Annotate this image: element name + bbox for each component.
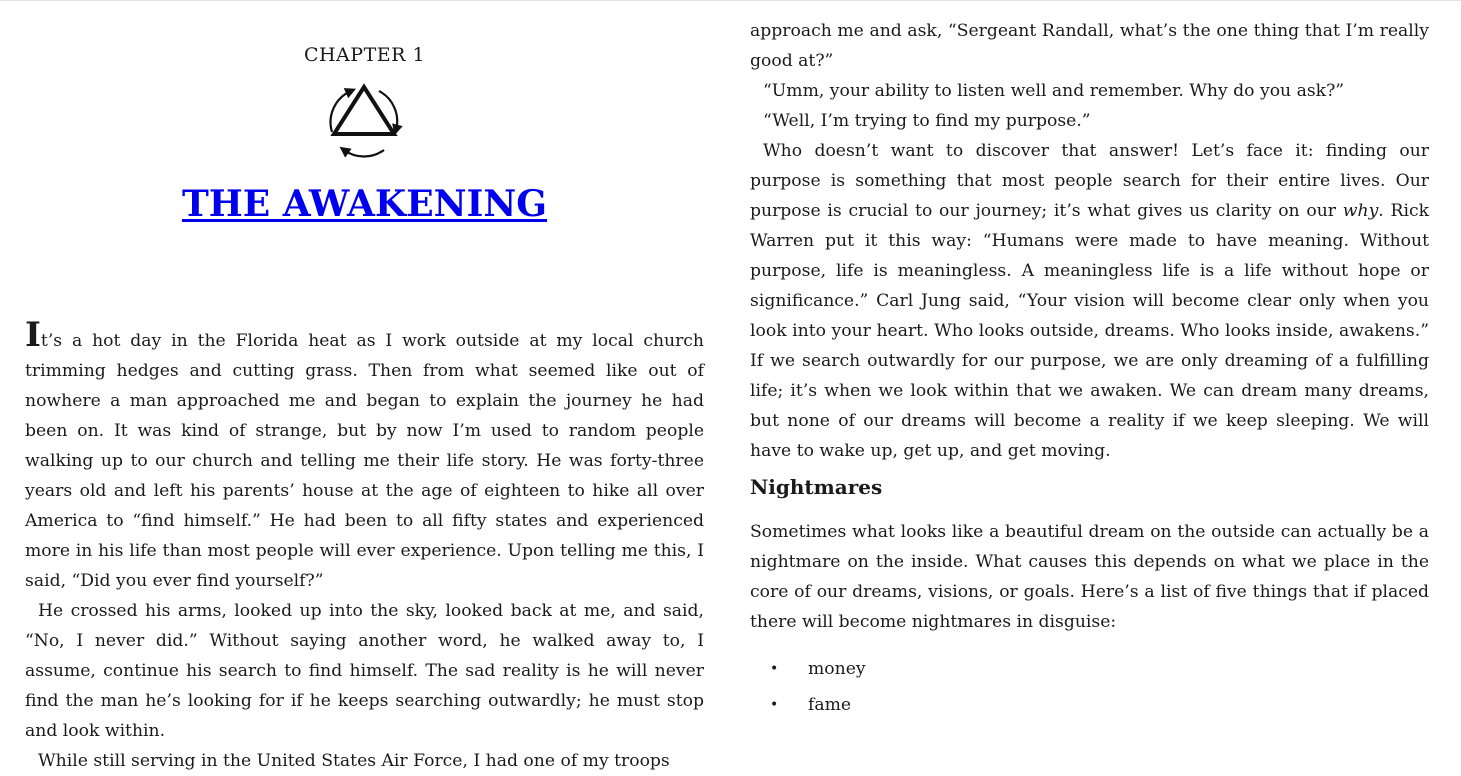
paragraph: While still serving in the United States Air Force, I had one of my troops [38,751,670,771]
bullet-icon: • [770,697,779,713]
paragraph: “Umm, your ability to listen well and remember. Why do you ask?” [763,81,1345,101]
chapter-title-link[interactable]: THE AWAKENING [181,183,548,225]
paragraph: Sometimes what looks like a beautiful dream on the outside can actually be a nightmare on the inside. What causes this depends on what we place in the core of our dreams, visions, or goals. Here’s a list of five things that if placed there will become nightmares in disguise: [750,522,1429,632]
paragraph-text: . Rick Warren put it this way: “Humans were made to have meaning. Without purpose, life is meaningless. A meaningless life is a life without hope or significance.” Carl Jung said, “Your vision will become clear only when you look into your heart. Who looks outside, dreams. Who looks inside, awakens.” If we search outwardly for our purpose, we are only dreaming of a fulfilling life; it’s when we look within that we awaken. We can dream many dreams, but none of our dreams will become a reality if we keep sleeping. We will have to wake up, get up, and get moving. [750,201,1430,461]
opening-paragraph-text: t’s a hot day in the Florida heat as I work outside at my local church trimming hedges and cutting grass. Then from what seemed like out of nowhere a man approached me and began to explain the journey he had been on. It was kind of strange, but by now I’m used to random people walking up to our church and telling me their life story. He was forty-three years old and left his parents’ house at the age of eighteen to hike all over America to “find himself.” He had been to all fifty states and experienced more in his life than most people will ever experience. Upon telling me this, I said, “Did you ever find yourself?” [25,331,704,591]
bullet-icon: • [770,661,779,677]
section-body-text [750,517,1429,637]
drop-cap: I [25,315,41,355]
left-page [25,0,704,771]
bullet-list [750,654,1429,726]
triangle-in-cycle-icon [322,80,406,164]
paragraph: “Well, I’m trying to find my purpose.” [763,111,1091,131]
opening-paragraph [25,315,704,596]
right-page [750,0,1429,741]
list-item-text: fame [808,695,852,715]
list-item [750,654,1429,690]
purpose-paragraph [750,136,1429,466]
emphasis-why: why [1342,201,1379,221]
list-item-text: money [808,659,866,679]
right-body-text [750,16,1429,466]
chapter-label: CHAPTER 1 [303,44,426,66]
list-item [750,690,1429,726]
paragraph: approach me and ask, “Sergeant Randall, what’s the one thing that I’m really good at?” [750,21,1429,71]
left-body-text [25,315,704,776]
paragraph: He crossed his arms, looked up into the sky, looked back at me, and said, “No, I never did.” Without saying another word, he walked away to, I assume, continue his search to find himself. The sad reality is he will never find the man he’s looking for if he keeps searching outwardly; he must stop and look within. [25,601,704,741]
paragraph-text: Who doesn’t want to discover that answer! Let’s face it: finding our purpose is something that most people search for their entire lives. Our purpose is crucial to our journey; it’s what gives us clarity on our [750,141,1429,221]
section-heading: Nightmares [750,475,883,499]
